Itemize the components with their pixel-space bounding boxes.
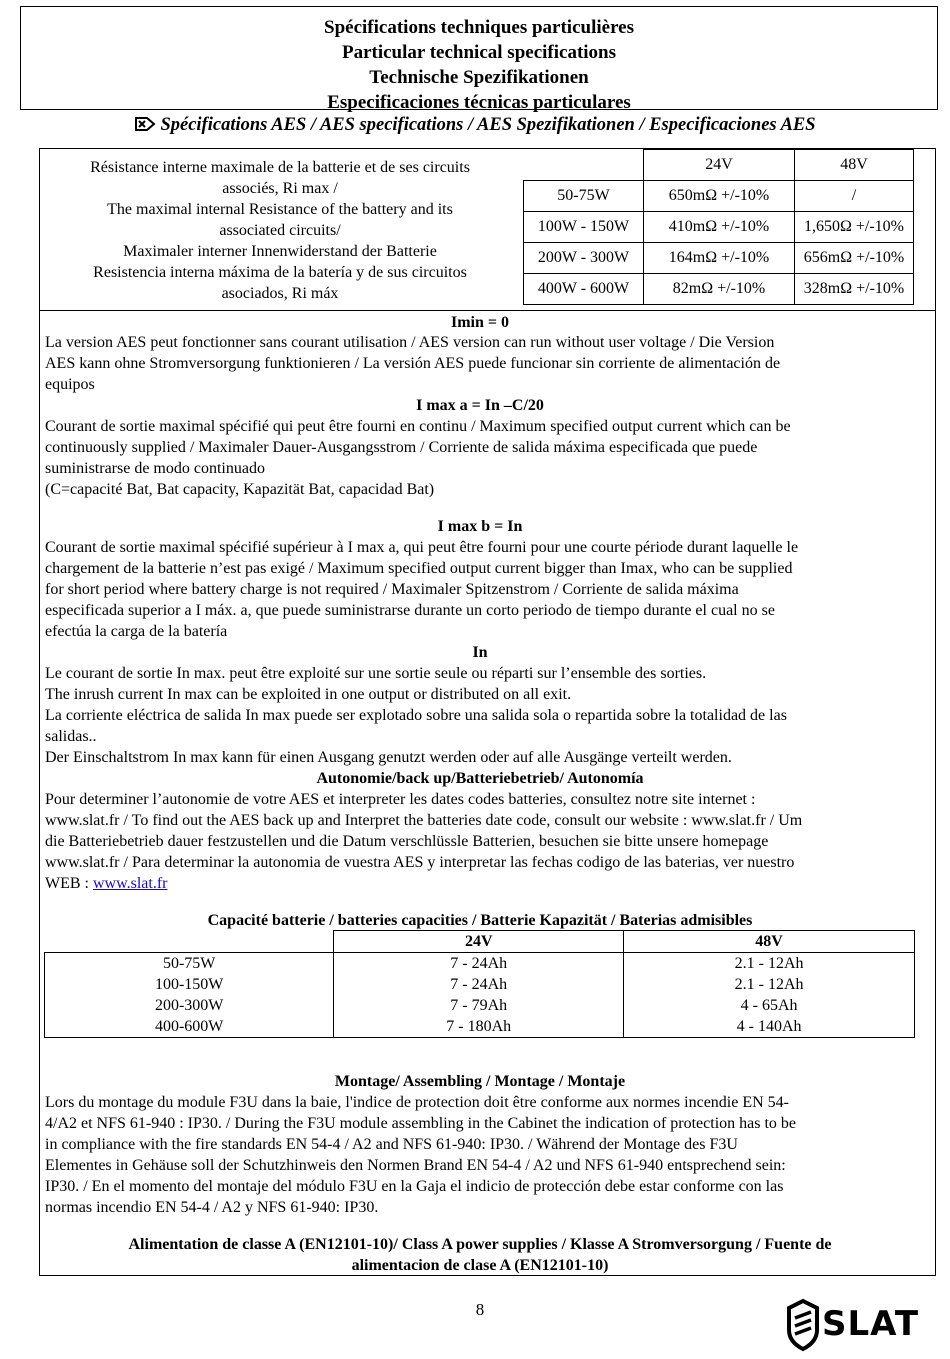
- table-row: [45, 974, 915, 995]
- text-line: Lors du montage du module F3U dans la baie, l'indice de protection doit être conforme aux normes incendie EN 54-: [45, 1094, 790, 1111]
- table-cell: 1,650Ω +/-10%: [795, 212, 914, 243]
- title-spanish: Especificaciones técnicas particulares: [327, 92, 631, 113]
- table-cell: 50-75W: [45, 953, 334, 975]
- text-line: IP30. / En el momento del montaje del módulo F3U en la Gaja el indicio de protección debe estar conforme con las: [45, 1178, 784, 1195]
- text-line: die Batteriebetrieb dauer festzustellen und die Datum verschlüssle Batterien, besuchen sie bitte unsere homepage: [45, 833, 769, 850]
- imax-a-title: I max a = In –C/20: [416, 397, 544, 414]
- text-line: [45, 873, 925, 894]
- table-cell-blank: [524, 150, 644, 181]
- table-row: [524, 243, 914, 274]
- title-french: Spécifications techniques particulières: [324, 17, 634, 38]
- table-header-48v: 48V: [795, 150, 914, 181]
- text-line: equipos: [45, 376, 95, 393]
- page-number: 8: [475, 1300, 485, 1319]
- in-title: In: [472, 644, 488, 661]
- text-line: AES kann ohne Stromversorgung funktionieren / La versión AES puede funcionar sin corriente de alimentación de: [45, 355, 781, 372]
- capacity-table: [44, 930, 915, 1038]
- table-cell: 100-150W: [45, 974, 334, 995]
- title-english: Particular technical specifications: [341, 42, 617, 63]
- table-cell: 410mΩ +/-10%: [644, 212, 795, 243]
- pointing-arrow-icon: [134, 115, 156, 133]
- text-line: Pour determiner l’autonomie de votre AES et interpreter les dates codes batteries, consultez notre site internet :: [45, 791, 756, 808]
- table-row: [45, 1016, 915, 1038]
- text-line: continuously supplied / Maximaler Dauer-Ausgangsstrom / Corriente de salida máxima especificada que puede: [45, 439, 758, 456]
- table-cell: 400W - 600W: [524, 274, 644, 305]
- text-line: www.slat.fr / Para determinar la autonomia de vuestra AES y interpretar las fechas codigo de las baterias, ver nuestro: [45, 854, 795, 871]
- table-cell: 400-600W: [45, 1016, 334, 1038]
- ri-line: associated circuits/: [219, 222, 341, 239]
- text-line: suministrarse de modo continuado: [45, 460, 265, 477]
- ri-line: The maximal internal Resistance of the battery and its: [107, 201, 453, 218]
- ri-line: asociados, Ri máx: [221, 285, 339, 302]
- aes-specifications-heading: [0, 113, 950, 137]
- text-line: especificada superior a I máx. a, que puede suministrarse durante un corto periodo de tiempo durante el cual no se: [45, 602, 775, 619]
- table-header-24v: 24V: [644, 150, 795, 181]
- autonomy-title: Autonomie/back up/Batteriebetrieb/ Autonomía: [316, 770, 644, 787]
- text-line: Le courant de sortie In max. peut être exploité sur une sortie seule ou réparti sur l’ensemble des sorties.: [45, 665, 707, 682]
- imax-b-text: [45, 537, 925, 642]
- table-cell: 7 - 24Ah: [334, 953, 624, 975]
- ri-table: [523, 149, 914, 305]
- text-line: La corriente eléctrica de salida In max puede ser explotado sobre una salida sola o repartida sobre la totalidad de las: [45, 707, 787, 724]
- text-line: efectúa la carga de la batería: [45, 623, 228, 640]
- table-cell: 4 - 140Ah: [624, 1016, 915, 1038]
- table-cell: 200-300W: [45, 995, 334, 1016]
- imin-title: Imin = 0: [450, 314, 509, 331]
- text-line: (C=capacité Bat, Bat capacity, Kapazität Bat, capacidad Bat): [45, 481, 435, 498]
- table-cell: 650mΩ +/-10%: [644, 181, 795, 212]
- title-german: Technische Spezifikationen: [369, 67, 589, 88]
- table-cell: 7 - 180Ah: [334, 1016, 624, 1038]
- table-row: [45, 995, 915, 1016]
- table-cell: 7 - 24Ah: [334, 974, 624, 995]
- text-line: salidas..: [45, 728, 97, 745]
- text-line: www.slat.fr / To find out the AES back up and Interpret the batteries date code, consult our website : www.slat.fr / Um: [45, 812, 803, 829]
- text-line: Courant de sortie maximal spécifié supérieur à I max a, qui peut être fourni pour une courte période durant laquelle le: [45, 539, 799, 556]
- imin-text: [45, 332, 925, 395]
- table-cell: 2.1 - 12Ah: [624, 974, 915, 995]
- table-row: [45, 953, 915, 975]
- section-divider: [40, 310, 935, 311]
- table-row: [524, 150, 914, 181]
- text-line: 4/A2 et NFS 61-940 : IP30. / During the F3U module assembling in the Cabinet the indication of protection has to be: [45, 1115, 797, 1132]
- table-cell: 164mΩ +/-10%: [644, 243, 795, 274]
- montage-title: Montage/ Assembling / Montage / Montaje: [334, 1073, 626, 1090]
- table-row: [524, 181, 914, 212]
- aes-heading-text: Spécifications AES / AES specifications / AES Spezifikationen / Especificaciones AES: [160, 115, 816, 135]
- table-cell: 100W - 150W: [524, 212, 644, 243]
- table-cell: 50-75W: [524, 181, 644, 212]
- montage-text: [45, 1092, 925, 1218]
- website-link[interactable]: www.slat.fr: [93, 875, 168, 892]
- class-a-title-cont: alimentacion de clase A (EN12101-10): [351, 1257, 609, 1274]
- table-cell: 7 - 79Ah: [334, 995, 624, 1016]
- table-cell: /: [795, 181, 914, 212]
- in-text: [45, 663, 925, 768]
- table-cell: 656mΩ +/-10%: [795, 243, 914, 274]
- class-a-title: Alimentation de classe A (EN12101-10)/ Class A power supplies / Klasse A Stromversorgung / Fuente de: [128, 1236, 832, 1253]
- ri-description: [40, 157, 520, 304]
- text-line: in compliance with the fire standards EN 54-4 / A2 and NFS 61-940: IP30. / Während der Montage des F3U: [45, 1136, 738, 1153]
- title-box: [20, 6, 938, 113]
- slat-logo: [786, 1298, 936, 1352]
- table-cell: 328mΩ +/-10%: [795, 274, 914, 305]
- table-row: [524, 274, 914, 305]
- text-line: for short period where battery charge is not required / Maximaler Spitzenstrom / Corriente de salida máxima: [45, 581, 739, 598]
- imax-b-title: I max b = In: [437, 518, 523, 535]
- table-row: [524, 212, 914, 243]
- logo-text: SLAT: [822, 1304, 920, 1344]
- slat-shield-icon: [786, 1298, 820, 1352]
- table-cell: 4 - 65Ah: [624, 995, 915, 1016]
- text-line: Der Einschaltstrom In max kann für einen Ausgang genutzt werden oder auf alle Ausgänge verteilt werden.: [45, 749, 732, 766]
- autonomy-text: [45, 789, 925, 894]
- ri-line: Maximaler interner Innenwiderstand der Batterie: [123, 243, 437, 260]
- table-header-24v: 24V: [334, 931, 624, 953]
- text-line: La version AES peut fonctionner sans courant utilisation / AES version can run without user voltage / Die Version: [45, 334, 775, 351]
- text-line: chargement de la batterie n’est pas exigé / Maximum specified output current bigger than Imax, who can be supplied: [45, 560, 793, 577]
- imax-a-text: [45, 416, 925, 500]
- table-header-48v: 48V: [624, 931, 915, 953]
- table-cell: 200W - 300W: [524, 243, 644, 274]
- text-line: The inrush current In max can be exploited in one output or distributed on all exit.: [45, 686, 572, 703]
- table-cell-blank: [45, 931, 334, 953]
- web-prefix: WEB :: [45, 875, 93, 892]
- table-cell: 2.1 - 12Ah: [624, 953, 915, 975]
- table-cell: 82mΩ +/-10%: [644, 274, 795, 305]
- text-line: Elementes in Gehäuse soll der Schutzhinweis den Normen Brand EN 54-4 / A2 und NFS 61-940 entsprechend sein:: [45, 1157, 786, 1174]
- ri-line: Resistencia interna máxima de la batería y de sus circuitos: [93, 264, 467, 281]
- capacity-title: Capacité batterie / batteries capacities / Batterie Kapazität / Baterias admisibles: [207, 912, 753, 929]
- text-line: normas incendio EN 54-4 / A2 y NFS 61-940: IP30.: [45, 1199, 379, 1216]
- ri-line: associés, Ri max /: [222, 180, 338, 197]
- ri-line: Résistance interne maximale de la batterie et de ses circuits: [90, 159, 470, 176]
- table-row: [45, 931, 915, 953]
- text-line: Courant de sortie maximal spécifié qui peut être fourni en continu / Maximum specified output current which can be: [45, 418, 791, 435]
